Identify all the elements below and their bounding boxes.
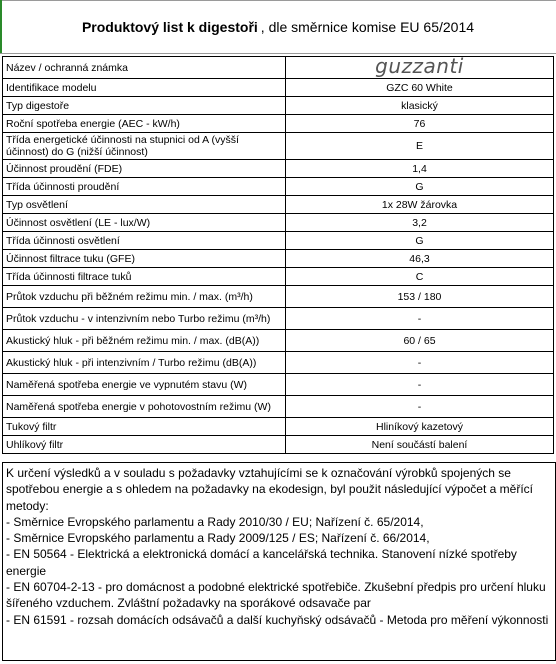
row-value: 46,3 — [286, 250, 554, 268]
table-row — [3, 352, 554, 374]
table-row — [3, 214, 554, 232]
row-label: Roční spotřeba energie (AEC - kW/h) — [3, 115, 286, 133]
row-label: Naměřená spotřeba energie ve vypnutém stavu (W) — [3, 374, 286, 396]
page-title — [0, 0, 556, 54]
row-label: Uhlíkový filtr — [3, 436, 286, 454]
brand-logo-text: guzzanti — [375, 56, 464, 78]
title-bold: Produktový list k digestoři — [81, 18, 258, 35]
row-value: G — [286, 232, 554, 250]
row-value: 1,4 — [286, 160, 554, 178]
table-row — [3, 232, 554, 250]
row-value: 3,2 — [286, 214, 554, 232]
note-paragraph: - Směrnice Evropského parlamentu a Rady 2009/125 / ES; Nařízení č. 66/2014, — [6, 531, 430, 546]
table-row — [3, 160, 554, 178]
row-value: E — [286, 133, 554, 160]
note-paragraph: - EN 60704-2-13 - pro domácnost a podobné elektrické spotřebiče. Zkušební předpis pro určení hluku šířeného vzduchem. Zvláštní požadavky na sporákové odsavače par — [6, 580, 546, 611]
row-label: Typ digestoře — [3, 97, 286, 115]
table-row — [3, 178, 554, 196]
table-row — [3, 196, 554, 214]
row-value: Hliníkový kazetový — [286, 418, 554, 436]
row-label: Průtok vzduchu při běžném režimu min. / max. (m³/h) — [3, 286, 286, 308]
note-paragraph: - EN 50564 - Elektrická a elektronická domácí a kancelářská technika. Stanovení nízké spotřeby energie — [6, 547, 517, 578]
table-row — [3, 418, 554, 436]
row-value: 76 — [286, 115, 554, 133]
row-value: 1x 28W žárovka — [286, 196, 554, 214]
table-row — [3, 268, 554, 286]
row-value: - — [286, 374, 554, 396]
row-label: Průtok vzduchu - v intenzivním nebo Turbo režimu (m³/h) — [3, 308, 286, 330]
title-rest: , dle směrnice komise EU 65/2014 — [260, 18, 475, 35]
row-value: G — [286, 178, 554, 196]
table-row — [3, 436, 554, 454]
row-value: - — [286, 396, 554, 418]
row-label: Účinnost filtrace tuku (GFE) — [3, 250, 286, 268]
row-value: - — [286, 352, 554, 374]
row-label: Třída účinnosti filtrace tuků — [3, 268, 286, 286]
brand-logo — [286, 57, 554, 79]
row-label: Účinnost osvětlení (LE - lux/W) — [3, 214, 286, 232]
table-row — [3, 330, 554, 352]
table-row — [3, 286, 554, 308]
note-paragraph: - Směrnice Evropského parlamentu a Rady 2010/30 / EU; Nařízení č. 65/2014, — [6, 514, 424, 529]
row-label: Typ osvětlení — [3, 196, 286, 214]
row-value: Není součástí balení — [286, 436, 554, 454]
row-label: Třída účinnosti osvětlení — [3, 232, 286, 250]
row-label: Třída účinnosti proudění — [3, 178, 286, 196]
row-value: 153 / 180 — [286, 286, 554, 308]
row-label: Tukový filtr — [3, 418, 286, 436]
table-row — [3, 133, 554, 160]
row-label: Naměřená spotřeba energie v pohotovostním režimu (W) — [3, 396, 286, 418]
table-row — [3, 57, 554, 79]
row-label: Akustický hluk - při běžném režimu min. / max. (dB(A)) — [3, 330, 286, 352]
row-value: - — [286, 308, 554, 330]
row-label: Název / ochranná známka — [3, 57, 286, 79]
table-row — [3, 115, 554, 133]
table-row — [3, 97, 554, 115]
row-label: Účinnost proudění (FDE) — [3, 160, 286, 178]
row-label: Akustický hluk - při intenzivním / Turbo režimu (dB(A)) — [3, 352, 286, 374]
table-row — [3, 396, 554, 418]
row-value: C — [286, 268, 554, 286]
row-value: klasický — [286, 97, 554, 115]
row-value: 60 / 65 — [286, 330, 554, 352]
table-row — [3, 79, 554, 97]
table-row — [3, 374, 554, 396]
methods-note — [2, 462, 556, 661]
row-label: Třída energetické účinnosti na stupnici od A (vyšší účinnost) do G (nižší účinnost) — [3, 133, 286, 160]
row-value: GZC 60 White — [286, 79, 554, 97]
table-row — [3, 250, 554, 268]
row-label: Identifikace modelu — [3, 79, 286, 97]
note-paragraph: - EN 61591 - rozsah domácích odsávačů a další kuchyňský odsávačů - Metoda pro měření výkonnosti — [6, 612, 549, 627]
spec-table — [2, 56, 554, 454]
table-row — [3, 308, 554, 330]
note-paragraph: K určení výsledků a v souladu s požadavky vztahujícími se k označování výrobků spojených se spotřebou energie a s ohledem na požadavky na ekodesign, byl použit následující výpočet a měřící metody: — [6, 466, 533, 513]
